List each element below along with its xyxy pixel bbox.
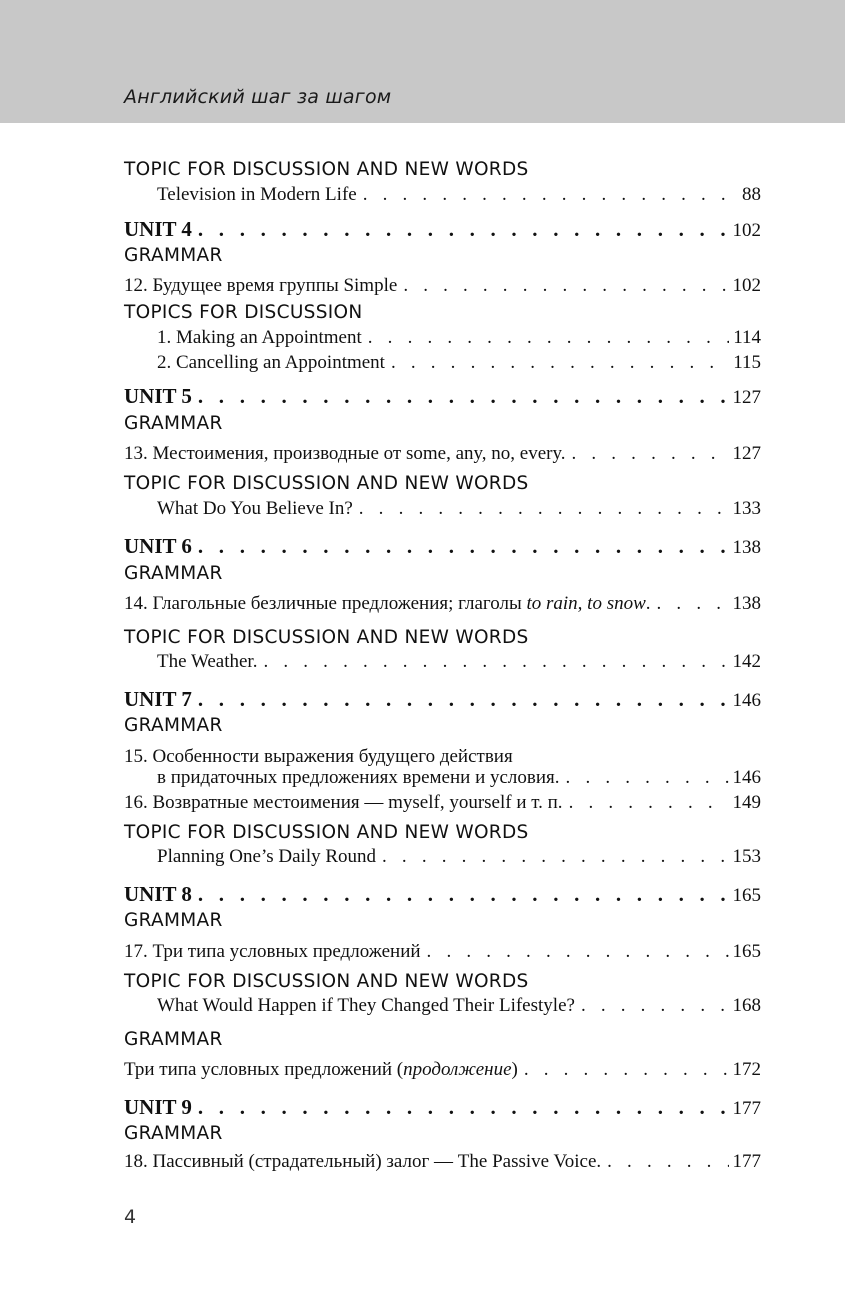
page-ref: 165 (732, 941, 761, 962)
book-title: Английский шаг за шагом (124, 86, 392, 108)
toc-grammar-heading: GRAMMAR (124, 715, 223, 736)
toc-entry[interactable]: 14. Глагольные безличные предложения; глаголы to rain, to snow. . . . 138 (124, 591, 761, 617)
page-ref: 146 (732, 690, 761, 711)
leader-dots (192, 881, 729, 907)
leader-dots (601, 1149, 728, 1175)
leader-dots (518, 1057, 729, 1083)
leader-dots (192, 1094, 729, 1120)
leader-dots (192, 533, 729, 559)
page-ref: 127 (732, 387, 761, 408)
toc-unit-7[interactable]: UNIT 7 . . . 146 (124, 686, 761, 712)
toc-grammar-heading: GRAMMAR (124, 245, 223, 266)
toc-entry[interactable]: 17. Три типа условных предложений . . . 165 (124, 939, 761, 965)
toc-unit-9[interactable]: UNIT 9 . . . 177 (124, 1094, 761, 1120)
toc-entry[interactable]: Три типа условных предложений (продолжение) . . . 172 (124, 1057, 761, 1083)
toc-unit-6[interactable]: UNIT 6 . . . 138 (124, 533, 761, 559)
leader-dots (192, 686, 729, 712)
toc-entry[interactable]: The Weather. . . . 142 (157, 649, 761, 675)
page-ref: 142 (732, 651, 761, 672)
page-number: 4 (124, 1206, 137, 1228)
leader-dots (563, 790, 729, 816)
toc-grammar-heading: GRAMMAR (124, 1123, 223, 1144)
toc-entry-line1[interactable]: 15. Особенности выражения будущего действия (124, 746, 513, 767)
toc-entry[interactable]: Planning One’s Daily Round . . . 153 (157, 844, 761, 870)
toc-section-heading: TOPIC FOR DISCUSSION AND NEW WORDS (124, 627, 529, 648)
page-ref: 177 (732, 1098, 761, 1119)
toc-entry[interactable]: 16. Возвратные местоимения — myself, yourself и т. п. . . . 149 (124, 790, 761, 816)
page-ref: 133 (732, 498, 761, 519)
leader-dots (397, 273, 728, 299)
leader-dots (421, 939, 729, 965)
toc-entry[interactable]: 2. Cancelling an Appointment . . . 115 (157, 350, 761, 376)
page-ref: 138 (732, 537, 761, 558)
leader-dots (385, 350, 729, 376)
page-ref: 102 (732, 275, 761, 296)
leader-dots (353, 496, 729, 522)
leader-dots (575, 993, 729, 1019)
page-ref: 115 (733, 352, 761, 373)
leader-dots (565, 441, 728, 467)
toc-section-heading: TOPIC FOR DISCUSSION AND NEW WORDS (124, 971, 529, 992)
toc-section-heading: TOPIC FOR DISCUSSION AND NEW WORDS (124, 822, 529, 843)
toc-grammar-heading: GRAMMAR (124, 910, 223, 931)
leader-dots (362, 325, 729, 351)
toc-grammar-heading: GRAMMAR (124, 1029, 223, 1050)
page-ref: 88 (742, 184, 761, 205)
page-ref: 114 (733, 327, 761, 348)
leader-dots (192, 383, 729, 409)
leader-dots (357, 182, 738, 208)
toc-entry[interactable]: 1. Making an Appointment . . . 114 (157, 325, 761, 351)
toc-grammar-heading: GRAMMAR (124, 563, 223, 584)
page-ref: 165 (732, 885, 761, 906)
toc-section-heading: TOPIC FOR DISCUSSION AND NEW WORDS (124, 473, 529, 494)
leader-dots (560, 765, 729, 791)
page-ref: 177 (732, 1151, 761, 1172)
toc-entry[interactable]: What Would Happen if They Changed Their Lifestyle? . . . 168 (157, 993, 761, 1019)
page-ref: 168 (732, 995, 761, 1016)
page-ref: 172 (732, 1059, 761, 1080)
page-ref: 149 (732, 792, 761, 813)
leader-dots (257, 649, 728, 675)
leader-dots (651, 591, 729, 617)
toc-unit-4[interactable]: UNIT 4 . . . 102 (124, 216, 761, 242)
toc-entry[interactable]: 13. Местоимения, производные от some, any, no, every. . . . 127 (124, 441, 761, 467)
page-ref: 127 (732, 443, 761, 464)
toc-section-heading: TOPIC FOR DISCUSSION AND NEW WORDS (124, 159, 529, 180)
toc-entry[interactable]: Television in Modern Life . . . 88 (157, 182, 761, 208)
page-ref: 102 (732, 220, 761, 241)
toc-unit-5[interactable]: UNIT 5 . . . 127 (124, 383, 761, 409)
page-ref: 146 (732, 767, 761, 788)
page-ref: 138 (732, 593, 761, 614)
leader-dots (192, 216, 729, 242)
toc-entry[interactable]: в придаточных предложениях времени и условия. . . . 146 (157, 765, 761, 791)
toc-section-heading: TOPICS FOR DISCUSSION (124, 302, 363, 323)
toc-entry[interactable]: 18. Пассивный (страдательный) залог — The Passive Voice. . . . 177 (124, 1149, 761, 1175)
page-ref: 153 (732, 846, 761, 867)
toc-entry[interactable]: What Do You Believe In? . . . 133 (157, 496, 761, 522)
toc-unit-8[interactable]: UNIT 8 . . . 165 (124, 881, 761, 907)
leader-dots (376, 844, 728, 870)
toc-entry[interactable]: 12. Будущее время группы Simple . . . 102 (124, 273, 761, 299)
toc-grammar-heading: GRAMMAR (124, 413, 223, 434)
